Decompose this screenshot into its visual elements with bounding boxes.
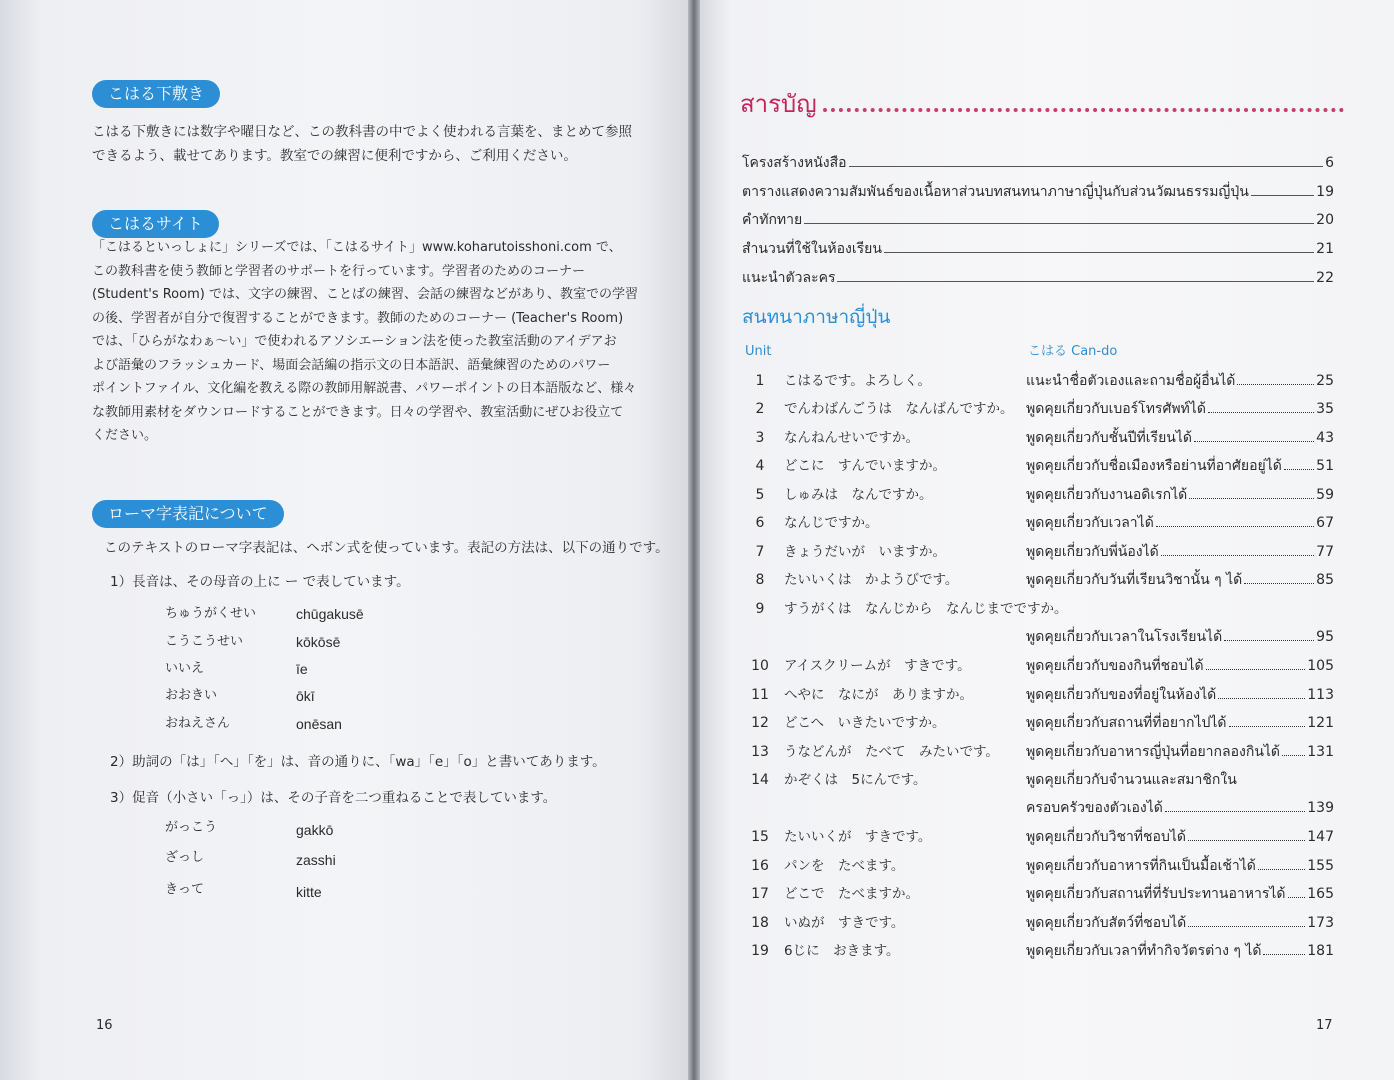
paragraph-line: ください。 bbox=[92, 428, 158, 443]
toc-entry[interactable] bbox=[742, 238, 1334, 260]
paragraph-line: できるよう、載せてあります。教室での練習に便利ですから、ご利用ください。 bbox=[92, 148, 577, 164]
leader-line bbox=[884, 252, 1314, 253]
toc-title bbox=[740, 88, 1344, 120]
leader-line bbox=[1188, 926, 1305, 927]
toc-entry-label: คำทักทาย bbox=[742, 212, 803, 228]
unit-cando[interactable] bbox=[1026, 370, 1334, 392]
book-gutter bbox=[688, 0, 700, 1080]
column-header-cando: こはる Can-do bbox=[1028, 344, 1118, 359]
example-kana: こうこうせい bbox=[165, 634, 244, 649]
page-number-left: 16 bbox=[96, 1018, 113, 1033]
toc-entry-page: 20 bbox=[1316, 212, 1334, 228]
unit-page: 147 bbox=[1307, 829, 1334, 845]
unit-number: 17 bbox=[751, 886, 769, 902]
example-kana: ちゅうがくせい bbox=[165, 606, 257, 621]
leader-line bbox=[1188, 840, 1305, 841]
cando-text: พูดคุยเกี่ยวกับเบอร์โทรศัพท์ได้ bbox=[1026, 401, 1206, 417]
unit-title[interactable]: でんわばんごうは なんばんですか。 bbox=[784, 401, 1014, 417]
example-kana: いいえ bbox=[165, 661, 205, 676]
paragraph-line: この教科書を使う教師と学習者のサポートを行っています。学習者のためのコーナー bbox=[92, 263, 585, 279]
unit-number: 4 bbox=[755, 458, 765, 474]
unit-page: 95 bbox=[1316, 629, 1334, 645]
unit-title[interactable]: 6じに おきます。 bbox=[784, 943, 900, 959]
unit-cando-line1 bbox=[1026, 769, 1334, 791]
unit-number: 14 bbox=[751, 772, 769, 788]
example-romaji: ōkī bbox=[296, 688, 315, 704]
unit-cando[interactable] bbox=[1026, 626, 1334, 648]
unit-cando[interactable] bbox=[1026, 455, 1334, 477]
leader-line bbox=[804, 223, 1314, 224]
leader-line bbox=[1229, 726, 1306, 727]
example-kana: きって bbox=[165, 882, 205, 897]
unit-number: 13 bbox=[751, 744, 769, 760]
unit-title[interactable]: たいいくが すきです。 bbox=[784, 829, 932, 845]
leader-line bbox=[849, 166, 1323, 167]
unit-title[interactable]: たいいくは かようびです。 bbox=[784, 572, 959, 588]
unit-cando[interactable] bbox=[1026, 940, 1334, 962]
paragraph-line: では、「ひらがなわぁ〜い」で使われるアソシエーション法を使った教室活動のアイデアお bbox=[92, 334, 617, 349]
leader-line bbox=[1251, 195, 1314, 196]
unit-page: 155 bbox=[1307, 858, 1334, 874]
page-number-right: 17 bbox=[1316, 1018, 1333, 1033]
unit-number: 2 bbox=[755, 401, 765, 417]
leader-line bbox=[1282, 755, 1305, 756]
romaji-rule-1: 1）長音は、その母音の上に ー で表しています。 bbox=[110, 574, 410, 590]
paragraph-line: ポイントファイル、文化編を教える際の教師用解説書、パワーポイントの日本語版など、様々 bbox=[92, 381, 637, 396]
unit-number: 18 bbox=[751, 915, 769, 931]
unit-cando[interactable] bbox=[1026, 912, 1334, 934]
example-romaji: īe bbox=[296, 661, 308, 677]
toc-entry-page: 22 bbox=[1316, 270, 1334, 286]
leader-line bbox=[1288, 897, 1306, 898]
unit-title[interactable]: アイスクリームが すきです。 bbox=[784, 658, 971, 674]
unit-page: 139 bbox=[1307, 800, 1334, 816]
cando-text: พูดคุยเกี่ยวกับสัตว์ที่ชอบได้ bbox=[1026, 915, 1187, 931]
toc-entry[interactable] bbox=[742, 181, 1334, 203]
site-paragraph bbox=[92, 236, 674, 448]
unit-cando[interactable] bbox=[1026, 883, 1334, 905]
unit-title[interactable]: どこに すんでいますか。 bbox=[784, 458, 946, 474]
unit-title[interactable]: なんねんせいですか。 bbox=[784, 430, 919, 446]
toc-entry-page: 6 bbox=[1325, 155, 1334, 171]
cando-text: พูดคุยเกี่ยวกับวันที่เรียนวิชานั้น ๆ ได้ bbox=[1026, 572, 1243, 588]
unit-title[interactable]: うなどんが たべて みたいです。 bbox=[784, 744, 999, 760]
unit-cando[interactable] bbox=[1026, 855, 1334, 877]
cando-text: พูดคุยเกี่ยวกับสถานที่ที่อยากไปได้ bbox=[1026, 715, 1227, 731]
cando-text: พูดคุยเกี่ยวกับจำนวนและสมาชิกใน bbox=[1026, 772, 1237, 788]
unit-cando[interactable] bbox=[1026, 398, 1334, 420]
example-romaji: kōkōsē bbox=[296, 634, 341, 650]
leader-line bbox=[1258, 869, 1305, 870]
cando-text: พูดคุยเกี่ยวกับงานอดิเรกได้ bbox=[1026, 487, 1188, 503]
paragraph-line: (Student's Room) では、文字の練習、ことばの練習、会話の練習などがあり、教室での学習 bbox=[92, 287, 638, 302]
unit-cando[interactable] bbox=[1026, 741, 1334, 763]
toc-title-text: สารบัญ bbox=[740, 90, 817, 118]
cando-text: แนะนำชื่อตัวเองและถามชื่อผู้อื่นได้ bbox=[1026, 373, 1236, 389]
section-heading-romaji: ローマ字表記について bbox=[92, 500, 284, 528]
unit-cando[interactable] bbox=[1026, 569, 1334, 591]
example-romaji: zasshi bbox=[296, 852, 336, 868]
romaji-rule-3: 3）促音（小さい「っ」）は、その子音を二つ重ねることで表しています。 bbox=[110, 790, 557, 806]
leader-line bbox=[1206, 669, 1306, 670]
cando-text: พูดคุยเกี่ยวกับอาหารที่กินเป็นมื้อเช้าได้ bbox=[1026, 858, 1256, 874]
unit-page: 25 bbox=[1316, 373, 1334, 389]
unit-cando[interactable] bbox=[1026, 684, 1334, 706]
toc-entry[interactable] bbox=[742, 152, 1334, 174]
cando-text: พูดคุยเกี่ยวกับสถานที่ที่รับประทานอาหารได้ bbox=[1026, 886, 1286, 902]
unit-number: 6 bbox=[755, 515, 765, 531]
paragraph-line: 「こはるといっしょに」シリーズでは、「こはるサイト」www.koharutoisshoni.com で、 bbox=[92, 240, 622, 255]
romaji-intro: このテキストのローマ字表記は、ヘボン式を使っています。表記の方法は、以下の通りです。 bbox=[104, 540, 669, 556]
leader-line bbox=[1218, 698, 1305, 699]
unit-number: 12 bbox=[751, 715, 769, 731]
leader-line bbox=[1284, 469, 1314, 470]
unit-page: 35 bbox=[1316, 401, 1334, 417]
toc-entry-label: โครงสร้างหนังสือ bbox=[742, 155, 847, 171]
leader-line bbox=[1161, 555, 1314, 556]
unit-number: 19 bbox=[751, 943, 769, 959]
leader-line bbox=[1244, 583, 1314, 584]
unit-number: 9 bbox=[755, 601, 765, 617]
unit-number: 1 bbox=[755, 373, 765, 389]
unit-title[interactable]: きょうだいが いますか。 bbox=[784, 544, 946, 560]
cando-text: พูดคุยเกี่ยวกับชั้นปีที่เรียนได้ bbox=[1026, 430, 1192, 446]
cando-text: พูดคุยเกี่ยวกับของกินที่ชอบได้ bbox=[1026, 658, 1204, 674]
column-header-unit: Unit bbox=[745, 344, 772, 359]
unit-title[interactable]: どこへ いきたいですか。 bbox=[784, 715, 946, 731]
example-romaji: gakkō bbox=[296, 822, 334, 838]
leader-line bbox=[837, 281, 1314, 282]
toc-entry-label: สำนวนที่ใช้ในห้องเรียน bbox=[742, 241, 882, 257]
unit-page: 113 bbox=[1307, 687, 1334, 703]
cando-text: พูดคุยเกี่ยวกับเวลาได้ bbox=[1026, 515, 1154, 531]
toc-entry-label: ตารางแสดงความสัมพันธ์ของเนื้อหาส่วนบทสนทนาภาษาญี่ปุ่นกับส่วนวัฒนธรรมญี่ปุ่น bbox=[742, 184, 1249, 200]
unit-page: 173 bbox=[1307, 915, 1334, 931]
leader-line bbox=[1208, 412, 1314, 413]
unit-page: 131 bbox=[1307, 744, 1334, 760]
example-kana: ざっし bbox=[165, 850, 205, 865]
paragraph-line: こはる下敷きには数字や曜日など、この教科書の中でよく使われる言葉を、まとめて参照 bbox=[92, 124, 632, 140]
unit-title[interactable]: パンを たべます。 bbox=[784, 858, 905, 874]
paragraph-line: の後、学習者が自分で復習することができます。教師のためのコーナー (Teacher's Room) bbox=[92, 310, 624, 326]
romaji-rule-2: 2）助詞の「は」「へ」「を」は、音の通りに、「wa」「e」「o」と書いてあります。 bbox=[110, 754, 606, 770]
example-kana: おねえさん bbox=[165, 716, 231, 731]
unit-number: 11 bbox=[751, 687, 769, 703]
cando-text: พูดคุยเกี่ยวกับชื่อเมืองหรือย่านที่อาศัยอยู่ได้ bbox=[1026, 458, 1282, 474]
leader-line bbox=[1165, 811, 1305, 812]
unit-number: 3 bbox=[755, 430, 765, 446]
paragraph-line: よび語彙のフラッシュカード、場面会話編の指示文の日本語訳、語彙練習のためのパワー bbox=[92, 357, 611, 373]
example-kana: がっこう bbox=[165, 820, 218, 835]
unit-number: 5 bbox=[755, 487, 765, 503]
unit-page: 59 bbox=[1316, 487, 1334, 503]
leader-line bbox=[1194, 441, 1314, 442]
toc-entry-page: 21 bbox=[1316, 241, 1334, 257]
unit-cando[interactable] bbox=[1026, 655, 1334, 677]
paragraph-line: な教師用素材をダウンロードすることができます。日々の学習や、教室活動にぜひお役立て bbox=[92, 404, 624, 420]
unit-number: 15 bbox=[751, 829, 769, 845]
toc-entry-label: แนะนำตัวละคร bbox=[742, 270, 836, 286]
unit-title[interactable]: すうがくは なんじから なんじまでですか。 bbox=[784, 601, 1068, 617]
unit-title[interactable]: こはるです。よろしく。 bbox=[784, 373, 932, 389]
leader-line bbox=[1189, 498, 1314, 499]
unit-title[interactable]: かぞくは 5にんです。 bbox=[784, 772, 927, 788]
cando-text: พูดคุยเกี่ยวกับพี่น้องได้ bbox=[1026, 544, 1159, 560]
unit-page: 105 bbox=[1307, 658, 1334, 674]
cando-text: พูดคุยเกี่ยวกับวิชาที่ชอบได้ bbox=[1026, 829, 1186, 845]
unit-title[interactable]: いぬが すきです。 bbox=[784, 915, 905, 931]
unit-title[interactable]: なんじですか。 bbox=[784, 515, 879, 531]
shitajiki-paragraph bbox=[92, 120, 674, 168]
unit-number: 16 bbox=[751, 858, 769, 874]
example-romaji: chūgakusē bbox=[296, 606, 364, 622]
unit-page: 51 bbox=[1316, 458, 1334, 474]
toc-entry[interactable] bbox=[742, 209, 1334, 231]
unit-cando[interactable] bbox=[1026, 484, 1334, 506]
cando-text: พูดคุยเกี่ยวกับเวลาที่ทำกิจวัตรต่าง ๆ ได้ bbox=[1026, 943, 1262, 959]
toc-entry[interactable] bbox=[742, 267, 1334, 289]
leader-line bbox=[1237, 384, 1314, 385]
unit-page: 121 bbox=[1307, 715, 1334, 731]
cando-text: พูดคุยเกี่ยวกับของที่อยู่ในห้องได้ bbox=[1026, 687, 1217, 703]
example-romaji: kitte bbox=[296, 884, 322, 900]
unit-number: 8 bbox=[755, 572, 765, 588]
unit-page: 77 bbox=[1316, 544, 1334, 560]
unit-cando[interactable] bbox=[1026, 512, 1334, 534]
cando-text: พูดคุยเกี่ยวกับเวลาในโรงเรียนได้ bbox=[1026, 629, 1223, 645]
unit-cando[interactable] bbox=[1026, 797, 1334, 819]
leader-line bbox=[1156, 526, 1314, 527]
unit-title[interactable]: どこで たべますか。 bbox=[784, 886, 919, 902]
unit-cando[interactable] bbox=[1026, 427, 1334, 449]
unit-page: 181 bbox=[1307, 943, 1334, 959]
unit-page: 43 bbox=[1316, 430, 1334, 446]
unit-cando[interactable] bbox=[1026, 712, 1334, 734]
section-title-conversation: สนทนาภาษาญี่ปุ่น bbox=[742, 306, 891, 328]
unit-cando[interactable] bbox=[1026, 541, 1334, 563]
unit-page: 67 bbox=[1316, 515, 1334, 531]
unit-title[interactable]: へやに なにが ありますか。 bbox=[784, 687, 973, 703]
title-dotted-rule bbox=[823, 108, 1344, 112]
section-heading-shitajiki: こはる下敷き bbox=[92, 80, 220, 108]
example-kana: おおきい bbox=[165, 688, 218, 703]
unit-page: 165 bbox=[1307, 886, 1334, 902]
leader-line bbox=[1224, 640, 1314, 641]
unit-number: 10 bbox=[751, 658, 769, 674]
unit-number: 7 bbox=[755, 544, 765, 560]
unit-title[interactable]: しゅみは なんですか。 bbox=[784, 487, 933, 503]
section-heading-site: こはるサイト bbox=[92, 210, 219, 238]
cando-text: ครอบครัวของตัวเองได้ bbox=[1026, 800, 1163, 816]
example-romaji: onēsan bbox=[296, 716, 342, 732]
leader-line bbox=[1263, 954, 1305, 955]
cando-text: พูดคุยเกี่ยวกับอาหารญี่ปุ่นที่อยากลองกินได้ bbox=[1026, 744, 1281, 760]
unit-cando[interactable] bbox=[1026, 826, 1334, 848]
unit-page: 85 bbox=[1316, 572, 1334, 588]
toc-entry-page: 19 bbox=[1316, 184, 1334, 200]
